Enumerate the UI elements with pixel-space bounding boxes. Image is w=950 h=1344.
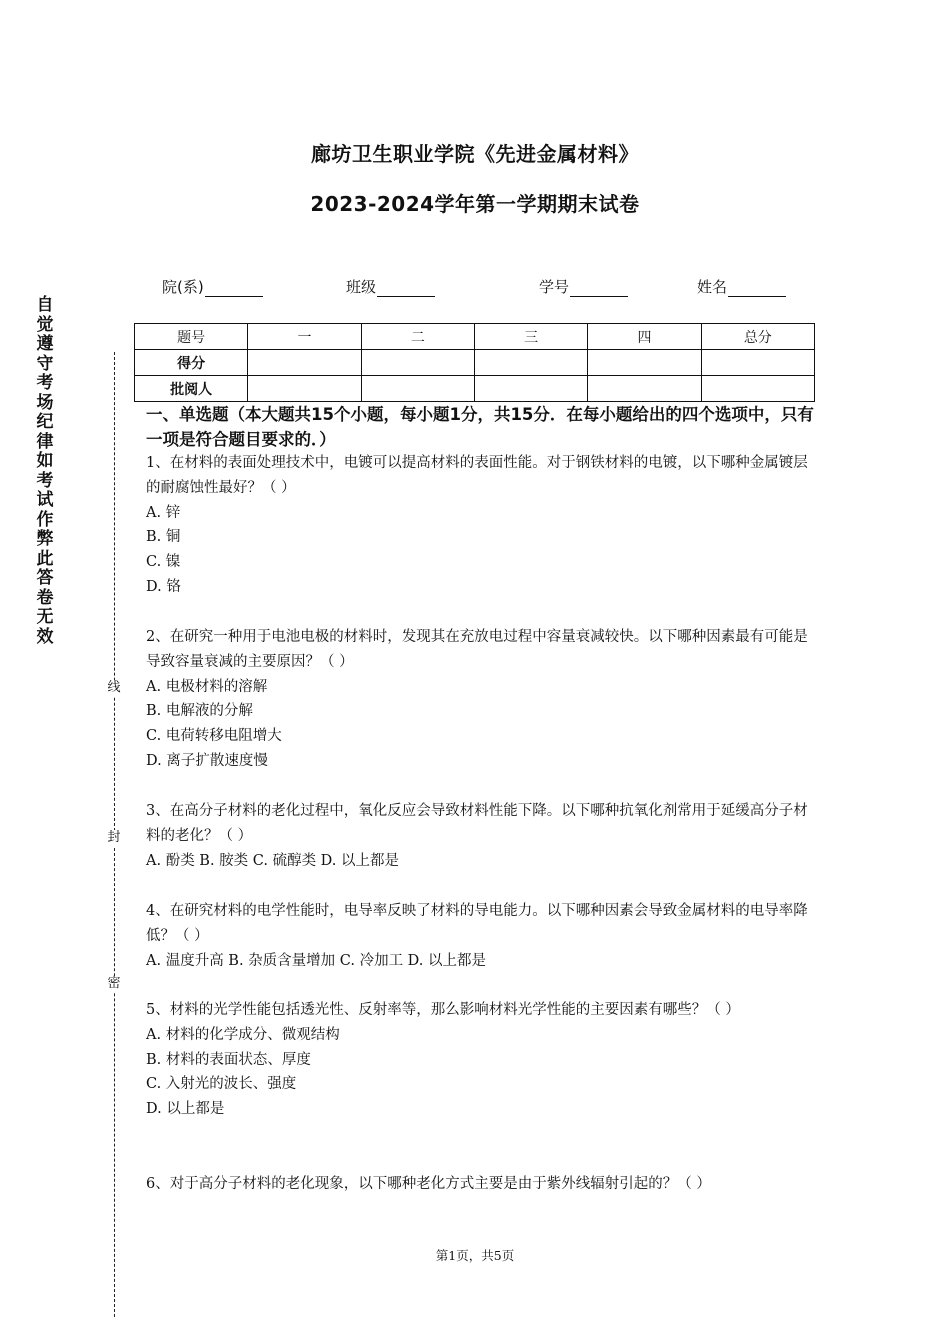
question-1: [146, 451, 814, 600]
question-stem: 3、在高分子材料的老化过程中，氧化反应会导致材料性能下降。以下哪种抗氧化剂常用于延缓高分子材料的老化？（ ）: [146, 803, 808, 844]
option-c[interactable]: C. 电荷转移电阻增大: [146, 728, 282, 745]
class-field: [346, 276, 435, 297]
seal-mark-secret: 密: [107, 976, 121, 991]
score-header-cell: 四: [588, 324, 701, 350]
option-c[interactable]: C. 镍: [146, 554, 181, 571]
option-d[interactable]: D. 离子扩散速度慢: [146, 752, 268, 769]
score-row: [135, 350, 815, 376]
question-3: [146, 799, 814, 873]
option-a[interactable]: A. 电极材料的溶解: [146, 678, 268, 695]
score-cell[interactable]: [588, 350, 701, 376]
question-stem: 5、材料的光学性能包括透光性、反射率等，那么影响材料光学性能的主要因素有哪些？（ ）: [146, 1002, 740, 1018]
score-cell[interactable]: [701, 350, 814, 376]
department-label: 院(系): [162, 278, 204, 296]
score-table-header-row: [135, 324, 815, 350]
exam-title-line1: 廊坊卫生职业学院《先进金属材料》: [311, 142, 639, 166]
score-header-cell: 二: [361, 324, 474, 350]
grader-cell[interactable]: [701, 376, 814, 402]
score-cell[interactable]: [474, 350, 587, 376]
question-4: [146, 899, 814, 973]
score-header-cell: 题号: [135, 324, 248, 350]
exam-discipline-notice: 自觉遵守考场纪律如考试作弊此答卷无效: [36, 295, 54, 647]
grader-row: [135, 376, 815, 402]
score-table: [134, 323, 815, 402]
question-stem: 4、在研究材料的电学性能时，电导率反映了材料的导电能力。以下哪种因素会导致金属材料的电导率降低？（ ）: [146, 903, 808, 944]
option-c[interactable]: C. 入射光的波长、强度: [146, 1076, 297, 1093]
options-inline[interactable]: A. 酚类 B. 胺类 C. 硫醇类 D. 以上都是: [146, 852, 400, 869]
name-blank[interactable]: [728, 280, 786, 297]
option-d[interactable]: D. 铬: [146, 578, 181, 595]
score-row-label: 得分: [135, 350, 248, 376]
grader-cell[interactable]: [474, 376, 587, 402]
page-number: 第1页，共5页: [435, 1248, 515, 1263]
score-header-cell: 总分: [701, 324, 814, 350]
option-b[interactable]: B. 电解液的分解: [146, 703, 253, 720]
department-blank[interactable]: [205, 280, 263, 297]
question-stem: 2、在研究一种用于电池电极的材料时，发现其在充放电过程中容量衰减较快。以下哪种因素最有可能是导致容量衰减的主要原因？（ ）: [146, 629, 808, 670]
options-inline[interactable]: A. 温度升高 B. 杂质含量增加 C. 冷加工 D. 以上都是: [146, 952, 487, 969]
option-a[interactable]: A. 材料的化学成分、微观结构: [146, 1026, 340, 1043]
question-6: [146, 1172, 814, 1197]
score-cell[interactable]: [361, 350, 474, 376]
option-b[interactable]: B. 铜: [146, 529, 181, 546]
option-d[interactable]: D. 以上都是: [146, 1101, 225, 1118]
score-header-cell: 三: [474, 324, 587, 350]
exam-title-line2: 2023-2024学年第一学期期末试卷: [310, 192, 640, 216]
class-label: 班级: [346, 278, 377, 296]
question-stem: 6、对于高分子材料的老化现象，以下哪种老化方式主要是由于紫外线辐射引起的？（ ）: [146, 1176, 711, 1192]
question-5: [146, 998, 814, 1122]
score-header-cell: 一: [248, 324, 361, 350]
seal-mark-seal: 封: [107, 830, 121, 845]
student-id-blank[interactable]: [570, 280, 628, 297]
name-field: [697, 276, 786, 297]
grader-cell[interactable]: [248, 376, 361, 402]
option-a[interactable]: A. 锌: [146, 504, 181, 521]
section-heading: 一、单选题（本大题共15个小题，每小题1分，共15分．在每小题给出的四个选项中，只有一项是符合题目要求的．）: [146, 405, 814, 449]
grader-cell[interactable]: [588, 376, 701, 402]
class-blank[interactable]: [377, 280, 435, 297]
department-field: [162, 276, 263, 297]
question-stem: 1、在材料的表面处理技术中，电镀可以提高材料的表面性能。对于钢铁材料的电镀，以下哪种金属镀层的耐腐蚀性最好？（ ）: [146, 455, 808, 496]
seal-mark-line: 线: [107, 680, 121, 695]
student-id-label: 学号: [539, 278, 570, 296]
name-label: 姓名: [697, 278, 728, 296]
option-b[interactable]: B. 材料的表面状态、厚度: [146, 1051, 311, 1068]
grader-cell[interactable]: [361, 376, 474, 402]
question-2: [146, 625, 814, 774]
student-id-field: [539, 276, 628, 297]
grader-row-label: 批阅人: [135, 376, 248, 402]
score-cell[interactable]: [248, 350, 361, 376]
